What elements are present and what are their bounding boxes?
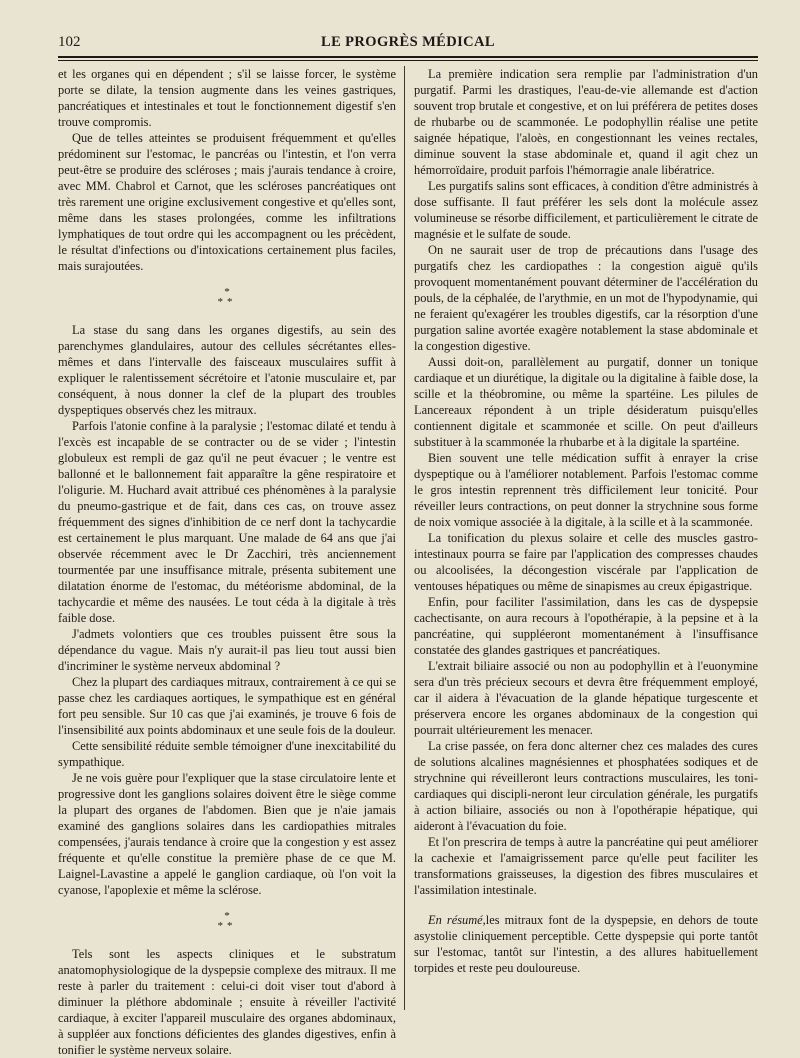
paragraph: On ne saurait user de trop de précautions dans l'usage des purgatifs chez les cardiopathes : la congestion aiguë qu'ils provoquent momentanément pouvant déterminer de l'accélération du pouls, de la céphalée, de l'arythmie, en un mot de l'hypodynamie, qui ne feraient qu'exagérer les troubles digestifs, car la résorption d'une purgation saline avortée exagère notablement la stase abdominale et la congestion digestive. [414,243,758,353]
right-column [414,66,758,976]
paragraph: Cette sensibilité réduite semble témoigner d'une inexcitabilité du sympathique. [58,739,396,769]
paragraph: L'extrait biliaire associé ou non au podophyllin et à l'euonymine sera d'un très précieux secours et devra être fréquemment employé, car il aidera à l'évacuation de la glande hépatique turgescente et préservera encore les organes abdominaux de la congestion qui pourrait ultérieurement les menacer. [414,659,758,737]
asterism-bottom: ** [217,920,237,932]
page-header [58,28,758,52]
header-rule-thick [58,56,758,58]
paragraph-gap [414,898,758,912]
paragraph: et les organes qui en dépendent ; s'il se laisse forcer, le système porte se dilate, la tension augmente dans les veines gastriques, pancréatiques et intestinales et tout le fonctionnement digestif s'en trouve compromis. [58,67,396,129]
paragraph: Parfois l'atonie confine à la paralysie ; l'estomac dilaté et tendu à l'excès est incapable de se contracter ou de se vider ; l'intestin globuleux est rempli de gaz qu'il ne peut évacuer ; le ventre est ballonné et le ballonnement fait apparaître la gêne respiratoire et l'oligurie. M. Huchard avait attribué ces phénomènes à la paralysie du pneumo-gastrique et de fait, dans ces cas, on trouve assez fréquemment des signes d'inhibition de ce nerf dont la tachycardie est certainement le plus marquant. Une malade de 64 ans que j'ai observée récemment avec le Dr Zacchiri, très anciennement tourmentée par une insuffisance mitrale, présenta subitement une dilatation énorme de l'estomac, du météorisme abdominal, de la tachycardie et même des nausées. Le tout céda à la digitale à très faible dose. [58,419,396,625]
emphasis-resume: En résumé, [428,913,486,927]
paragraph: Bien souvent une telle médication suffit à enrayer la crise dyspeptique ou à l'améliorer notablement. Parfois l'estomac comme le gros intestin reprennent très difficilement leur tonicité. Pour réveiller leurs contractions, on peut donner la strychnine sous forme de noix vomique associée à la digitale, à la scille et à la scammonée. [414,451,758,529]
paragraph: La première indication sera remplie par l'administration d'un purgatif. Parmi les drastiques, l'eau-de-vie allemande est d'action souvent trop brutale et congestive, et on lui préférera de petites doses de rhubarbe ou de scammonée. Le podophyllin réalise une petite saignée hépatique, l'aloès, en congestionnant les veines rectales, diminue souvent la stase abdominale et, quand il agit chez un hémorroïdaire, produit parfois l'hémorragie anale libératrice. [414,67,758,177]
paragraph: La crise passée, on fera donc alterner chez ces malades des cures de solutions alcalines magnésiennes et phosphatées sodiques et de strychnine qui réveilleront leurs contractions musculaires, les toni-cardiaques qui discipli-neront leur circulation générale, les purgatifs à action biliaire, associés ou non à l'opothérapie hépatique, qui aideront à l'évacuation du foie. [414,739,758,833]
asterism-top: * [224,910,230,922]
paragraph: Tels sont les aspects cliniques et le substratum anatomophysiologique de la dyspepsie complexe des mitraux. Il me reste à parler du traitement : celui-ci doit viser tout d'abord à diminuer la pléthore abdominale ; ensuite à réveiller l'activité cardiaque, à exciter l'appareil musculaire des organes abdominaux, à suppléer aux fonctions déficientes des glandes digestives, enfin à tonifier le système nerveux solaire. [58,947,396,1057]
left-column [58,66,396,1058]
paragraph: La stase du sang dans les organes digestifs, au sein des parenchymes glandulaires, autour des cellules sécrétantes elles-mêmes et dans l'intervalle des faisceaux musculaires suffit à expliquer le ralentissement sécrétoire et l'atonie musculaire et, par conséquent, à nous donner la clef de la plupart des troubles dyspeptiques observés chez les mitraux. [58,323,396,417]
paragraph: La tonification du plexus solaire et celle des muscles gastro-intestinaux pourra se faire par l'application des compresses chaudes ou alcoolisées, la décongestion viscérale par l'application de ventouses hépatiques ou même de sinapismes au creux épigastrique. [414,531,758,593]
asterism-bottom: ** [217,296,237,308]
column-divider [404,66,405,1010]
paragraph: Et l'on prescrira de temps à autre la pancréatine qui peut améliorer la cachexie et l'amaigrissement parce qu'elle peut faciliter les transformations graisseuses, la digestion des fibres musculaires et l'assimilation intestinale. [414,835,758,897]
running-title: LE PROGRÈS MÉDICAL [321,34,495,50]
conclusion-text: les mitraux font de la dyspepsie, en dehors de toute asystolie cliniquement perceptible. Cette dyspepsie qui porte tantôt sur l'estomac, tantôt sur l'intestin, a des allures habituellement torpides et reste peu douloureuse. [414,913,758,975]
asterism-top: * [224,286,230,298]
page-number: 102 [58,34,81,50]
paragraph: Chez la plupart des cardiaques mitraux, contrairement à ce qui se passe chez les cardiaques aortiques, le sympathique est en général fort peu sensible. Sur 10 cas que j'ai examinés, je trouve 6 fois de l'insensibilité aux points abdominaux et une seule fois de la douleur. [58,675,396,737]
paragraph: Enfin, pour faciliter l'assimilation, dans les cas de dyspepsie cachectisante, on aura recours à l'opothérapie, à la pepsine et à la pancréatine, qui suppléeront momentanément à l'insuffisance constatée des glandes gastriques et pancréatiques. [414,595,758,657]
section-separator [58,274,396,322]
paragraph: Que de telles atteintes se produisent fréquemment et qu'elles prédominent sur l'estomac, le pancréas ou l'intestin, et l'on verra peut-être se produire des scléroses ; mais j'aurais tendance à croire, avec MM. Chabrol et Carnot, que les scléroses pancréatiques ont très rarement une origine exclusivement congestive et qu'elles sont, même dans les stases prolongées, comme les infiltrations lymphatiques de tout ordre qui les accompagnent ou les précèdent, le résultat d'infections ou d'intoxications certainement plus faciles, mais surajoutées. [58,131,396,273]
paragraph: Aussi doit-on, parallèlement au purgatif, donner un tonique cardiaque et un diurétique, la digitale ou la digitaline à faible dose, la scille et la théobromine, ou même la spartéine. Les pilules de Lancereaux répondent à un triple désideratum puisqu'elles contiennent digitale et scammonée et scille. On peut d'ailleurs substituer à la scammonée la rhubarbe et à la digitale la spartéine. [414,355,758,449]
header-rule-thin [58,60,758,61]
section-separator [58,898,396,946]
paragraph: Je ne vois guère pour l'expliquer que la stase circulatoire lente et progressive dont les ganglions solaires doivent être le siège comme la plupart des organes de l'abdomen. Bien que je n'aie jamais examiné des ganglions solaires dans les cardiopathies mitrales compensées, j'aurais tendance à croire que la congestion y est assez fréquente et qu'elle constitue la première phase de ce que M. Laignel-Lavastine a appelé le ganglion cardiaque, où l'on voit la cyanose, l'apoplexie et même la sclérose. [58,771,396,897]
paragraph: J'admets volontiers que ces troubles puissent être sous la dépendance du vague. Mais n'y aurait-il pas lieu tout aussi bien d'incriminer le système nerveux abdominal ? [58,627,396,673]
paragraph: Les purgatifs salins sont efficaces, à condition d'être administrés à dose suffisante. Il faut préférer les sels dont la molécule assez volumineuse se résorbe difficilement, et particulièrement le citrate de magnésie et le sulfate de soude. [414,179,758,241]
conclusion-paragraph [414,912,758,976]
